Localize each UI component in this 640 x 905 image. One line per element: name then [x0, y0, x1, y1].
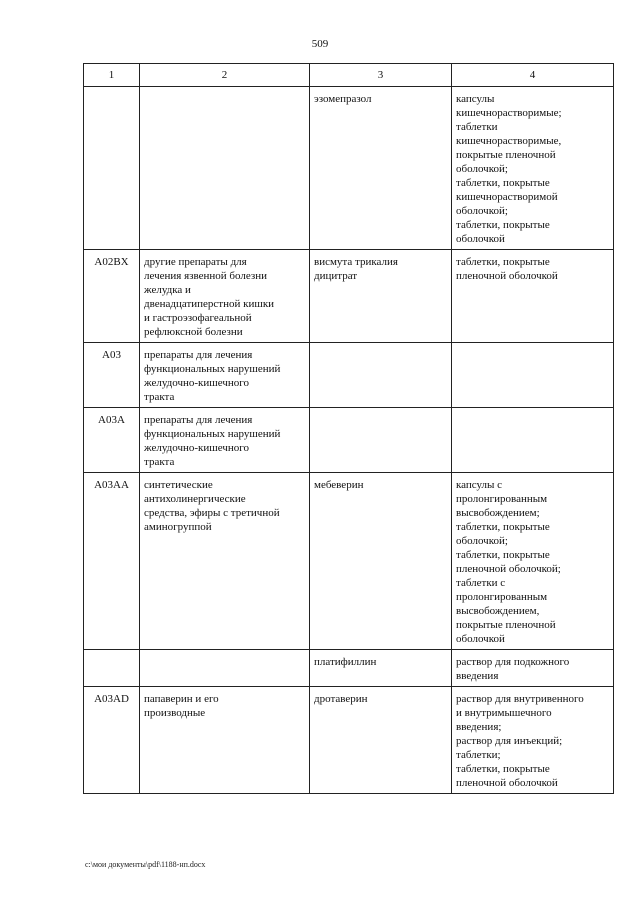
dosage-form-line: капсулы — [456, 93, 495, 105]
column-header-2: 2 — [140, 64, 310, 87]
dosage-form-line: кишечнорастворимые; — [456, 107, 562, 119]
dosage-form-line: оболочкой; — [456, 205, 508, 217]
group-line: аминогруппой — [144, 521, 212, 533]
dosage-form-line: пролонгированным — [456, 591, 548, 603]
dosage-form-line: высвобождением, — [456, 605, 540, 617]
table-row — [84, 687, 614, 794]
dosage-form-line: таблетки — [456, 121, 498, 133]
group-line: рефлюксной болезни — [144, 326, 243, 338]
group-line: препараты для лечения — [144, 349, 253, 361]
group-cell — [140, 87, 310, 250]
drug-cell — [310, 650, 452, 687]
group-line: препараты для лечения — [144, 414, 253, 426]
page-number: 509 — [311, 38, 329, 50]
dosage-form-line: капсулы с — [456, 479, 503, 491]
atc-code-cell: A03A — [84, 408, 140, 473]
drug-cell — [310, 250, 452, 343]
group-line: желудочно-кишечного — [144, 442, 249, 454]
dosage-form-line: таблетки, покрытые — [456, 549, 550, 561]
atc-code-cell — [84, 650, 140, 687]
table-row — [84, 343, 614, 408]
table-row — [84, 473, 614, 650]
group-line: функциональных нарушений — [144, 428, 281, 440]
group-cell — [140, 650, 310, 687]
table-row — [84, 650, 614, 687]
dosage-form-line: оболочкой — [456, 633, 505, 645]
dosage-form-cell — [452, 687, 614, 794]
group-line: антихолинергические — [144, 493, 246, 505]
group-line: другие препараты для — [144, 256, 247, 268]
dosage-form-line: высвобождением; — [456, 507, 540, 519]
dosage-form-line: пленочной оболочкой; — [456, 563, 561, 575]
group-line: тракта — [144, 391, 175, 403]
dosage-form-line: оболочкой; — [456, 535, 508, 547]
drug-cell — [310, 473, 452, 650]
dosage-form-line: кишечнорастворимой — [456, 191, 558, 203]
drug-cell — [310, 408, 452, 473]
dosage-form-line: раствор для подкожного — [456, 656, 570, 668]
group-line: папаверин и его — [144, 693, 219, 705]
column-header-3: 3 — [310, 64, 452, 87]
drug-line: дицитрат — [314, 270, 358, 282]
drug-line: висмута трикалия — [314, 256, 398, 268]
group-cell — [140, 250, 310, 343]
dosage-form-cell — [452, 650, 614, 687]
dosage-form-line: пленочной оболочкой — [456, 270, 558, 282]
dosage-form-cell — [452, 473, 614, 650]
table-row — [84, 408, 614, 473]
group-cell — [140, 343, 310, 408]
atc-code-cell: A03 — [84, 343, 140, 408]
column-header-4: 4 — [452, 64, 614, 87]
file-path-footer: c:\мои документы\pdf\1188-нп.docx — [85, 860, 206, 869]
dosage-form-line: таблетки с — [456, 577, 506, 589]
table-body — [84, 87, 614, 794]
group-line: синтетические — [144, 479, 213, 491]
drug-line: дротаверин — [314, 693, 368, 705]
atc-code-cell: A03AD — [84, 687, 140, 794]
dosage-form-cell — [452, 87, 614, 250]
dosage-form-line: таблетки, покрытые — [456, 256, 550, 268]
group-line: средства, эфиры с третичной — [144, 507, 280, 519]
dosage-form-line: раствор для инъекций; — [456, 735, 563, 747]
dosage-form-line: таблетки; — [456, 749, 501, 761]
group-line: функциональных нарушений — [144, 363, 281, 375]
table-header-row — [84, 64, 614, 87]
dosage-form-line: кишечнорастворимые, — [456, 135, 562, 147]
table-row — [84, 87, 614, 250]
group-cell — [140, 687, 310, 794]
group-line: двенадцатиперстной кишки — [144, 298, 275, 310]
dosage-form-line: оболочкой — [456, 233, 505, 245]
dosage-form-cell — [452, 250, 614, 343]
dosage-form-line: таблетки, покрытые — [456, 219, 550, 231]
drug-line: мебеверин — [314, 479, 364, 491]
dosage-form-cell — [452, 343, 614, 408]
drug-line: платифиллин — [314, 656, 377, 668]
dosage-form-line: раствор для внутривенного — [456, 693, 584, 705]
dosage-form-line: покрытые пленочной — [456, 619, 556, 631]
dosage-form-cell — [452, 408, 614, 473]
atc-code-cell — [84, 87, 140, 250]
drug-line: эзомепразол — [314, 93, 372, 105]
drug-cell — [310, 87, 452, 250]
group-line: и гастроэзофагеальной — [144, 312, 252, 324]
atc-code-cell: A03AA — [84, 473, 140, 650]
column-header-1: 1 — [84, 64, 140, 87]
group-line: лечения язвенной болезни — [144, 270, 267, 282]
dosage-form-line: пленочной оболочкой — [456, 777, 558, 789]
group-cell — [140, 473, 310, 650]
group-line: тракта — [144, 456, 175, 468]
dosage-form-line: введения; — [456, 721, 502, 733]
atc-code-cell: A02BX — [84, 250, 140, 343]
group-line: производные — [144, 707, 206, 719]
group-line: желудочно-кишечного — [144, 377, 249, 389]
dosage-form-line: таблетки, покрытые — [456, 177, 550, 189]
dosage-form-line: покрытые пленочной — [456, 149, 556, 161]
dosage-form-line: введения — [456, 670, 499, 682]
dosage-form-line: оболочкой; — [456, 163, 508, 175]
dosage-form-line: пролонгированным — [456, 493, 548, 505]
group-cell — [140, 408, 310, 473]
table-row — [84, 250, 614, 343]
dosage-form-line: и внутримышечного — [456, 707, 552, 719]
dosage-form-line: таблетки, покрытые — [456, 521, 550, 533]
dosage-form-line: таблетки, покрытые — [456, 763, 550, 775]
drug-cell — [310, 343, 452, 408]
drug-cell — [310, 687, 452, 794]
medication-table — [83, 63, 614, 794]
group-line: желудка и — [144, 284, 191, 296]
